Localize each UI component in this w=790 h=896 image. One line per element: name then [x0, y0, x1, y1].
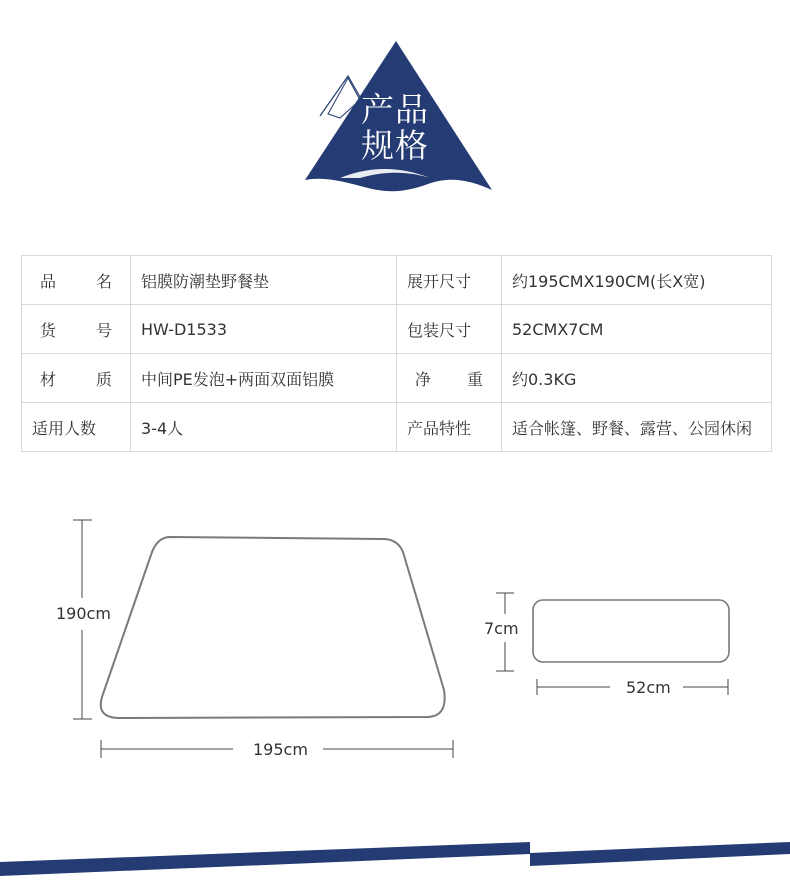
spec-label: 包装尺寸 — [397, 305, 502, 354]
spec-value: 52CMX7CM — [502, 305, 772, 354]
spec-label: 品名 — [22, 256, 131, 305]
package-height-label: 7cm — [484, 619, 519, 638]
spec-label: 净重 — [397, 354, 502, 403]
section-title-line1: 产品 — [361, 90, 429, 129]
spec-value: 铝膜防潮垫野餐垫 — [131, 256, 397, 305]
bottom-stripe-right — [530, 842, 790, 866]
spec-value: HW-D1533 — [131, 305, 397, 354]
spec-label: 产品特性 — [397, 403, 502, 452]
mat-outline — [101, 537, 445, 718]
spec-value: 约195CMX190CM(长X宽) — [502, 256, 772, 305]
spec-value: 中间PE发泡+两面双面铝膜 — [131, 354, 397, 403]
section-title-line2: 规格 — [361, 126, 429, 165]
spec-label: 适用人数 — [22, 403, 131, 452]
bottom-stripe-left — [0, 842, 530, 876]
spec-value: 约0.3KG — [502, 354, 772, 403]
spec-label: 货号 — [22, 305, 131, 354]
spec-label: 材质 — [22, 354, 131, 403]
mat-height-label: 190cm — [56, 604, 111, 623]
package-width-label: 52cm — [626, 678, 671, 697]
mat-width-label: 195cm — [253, 740, 308, 759]
spec-value: 适合帐篷、野餐、露营、公园休闲 — [502, 403, 772, 452]
spec-value: 3-4人 — [131, 403, 397, 452]
spec-label: 展开尺寸 — [397, 256, 502, 305]
package-outline — [533, 600, 729, 662]
